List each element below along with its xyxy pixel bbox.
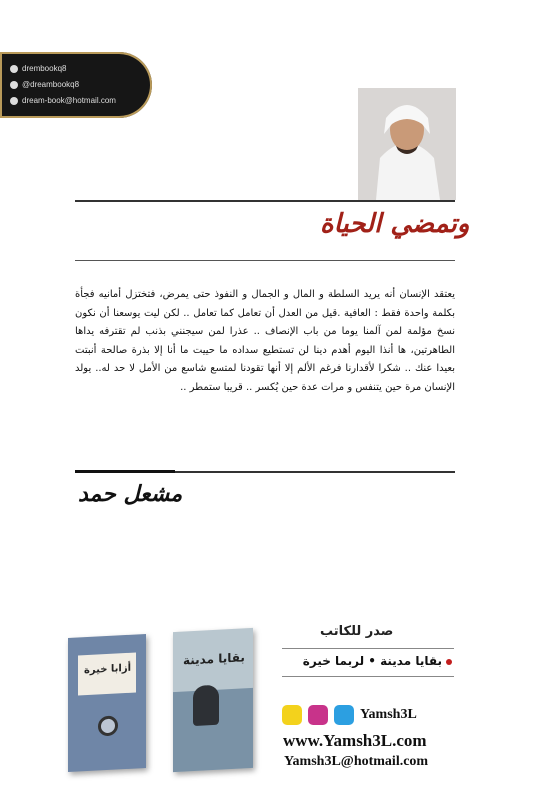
publications-list (282, 654, 452, 668)
bullet-dot-icon (446, 659, 452, 665)
author-website[interactable]: www.Yamsh3L.com (283, 731, 427, 750)
book-cover-2-title: بقايا مدينة (183, 650, 245, 668)
instagram-row[interactable] (10, 64, 66, 73)
article-body: يعتقد الإنسان أنه يريد السلطة و المال و الجمال و النفوذ حتى يمرض، فتختزل أمانيه فجأة بكلمة واحدة فقط : العافية .قيل من العدل أن تعامل كما تعامل .. لكن ليت يوسعنا أن نكون نسخ مؤلمة لمن آلمنا يوما من باب الإنصاف .. عذرا لمن سيجنني بذنب لم تقترفه يداها الطاهرتين، ها أنذا اليوم أهدم دينا لن تستطيع سداده ما حييت ما أنا إلا بذرة صالحة أنبتت بعيدا عنك .. شكرا لأقدارنا فرغم الألم إلا أنها تقودنا لمتسع شاسع من الأمل لا حد له.. يولد الإنسان مرة حين يتنفس و مرات عدة حين يُكسر .. قريبا ستمطر .. (75, 289, 455, 393)
snapchat-icon[interactable] (282, 705, 302, 725)
publications-rule-bottom (282, 676, 454, 677)
author-photo (358, 88, 456, 200)
instagram-icon (10, 65, 18, 73)
header-rule-top (75, 200, 455, 202)
twitter-icon (10, 81, 18, 89)
author-handle[interactable]: Yamsh3L (360, 707, 417, 722)
author-email[interactable]: Yamsh3L@hotmail.com (284, 754, 429, 769)
book-cover-2-figure (193, 685, 219, 726)
instagram-handle: drembookq8 (22, 64, 67, 73)
email-row[interactable] (10, 96, 116, 105)
publications-titles: بقايا مدينة • لربما خيرة (302, 654, 442, 668)
book-cover-1-title: أزابا خيرة (84, 662, 132, 677)
signature-accent-bar (75, 470, 175, 473)
twitter-icon[interactable] (334, 705, 354, 725)
book-cover-1 (68, 634, 146, 772)
email-icon (10, 97, 18, 105)
twitter-handle: @dreambookq8 (22, 80, 80, 89)
book-cover-2 (173, 628, 253, 772)
publications-rule-top (282, 648, 454, 649)
header-rule-bottom (75, 260, 455, 261)
author-signature: مشعل حمد (78, 481, 183, 507)
publications-heading: صدر للكاتب (320, 624, 394, 639)
twitter-row[interactable] (10, 80, 79, 89)
article-title: وتمضي الحياة (320, 209, 470, 239)
instagram-icon[interactable] (308, 705, 328, 725)
book-covers (48, 630, 258, 780)
author-social (282, 705, 417, 725)
magazine-social-pill (0, 52, 152, 118)
ring-icon (98, 715, 118, 736)
magazine-email: dream-book@hotmail.com (22, 96, 116, 105)
